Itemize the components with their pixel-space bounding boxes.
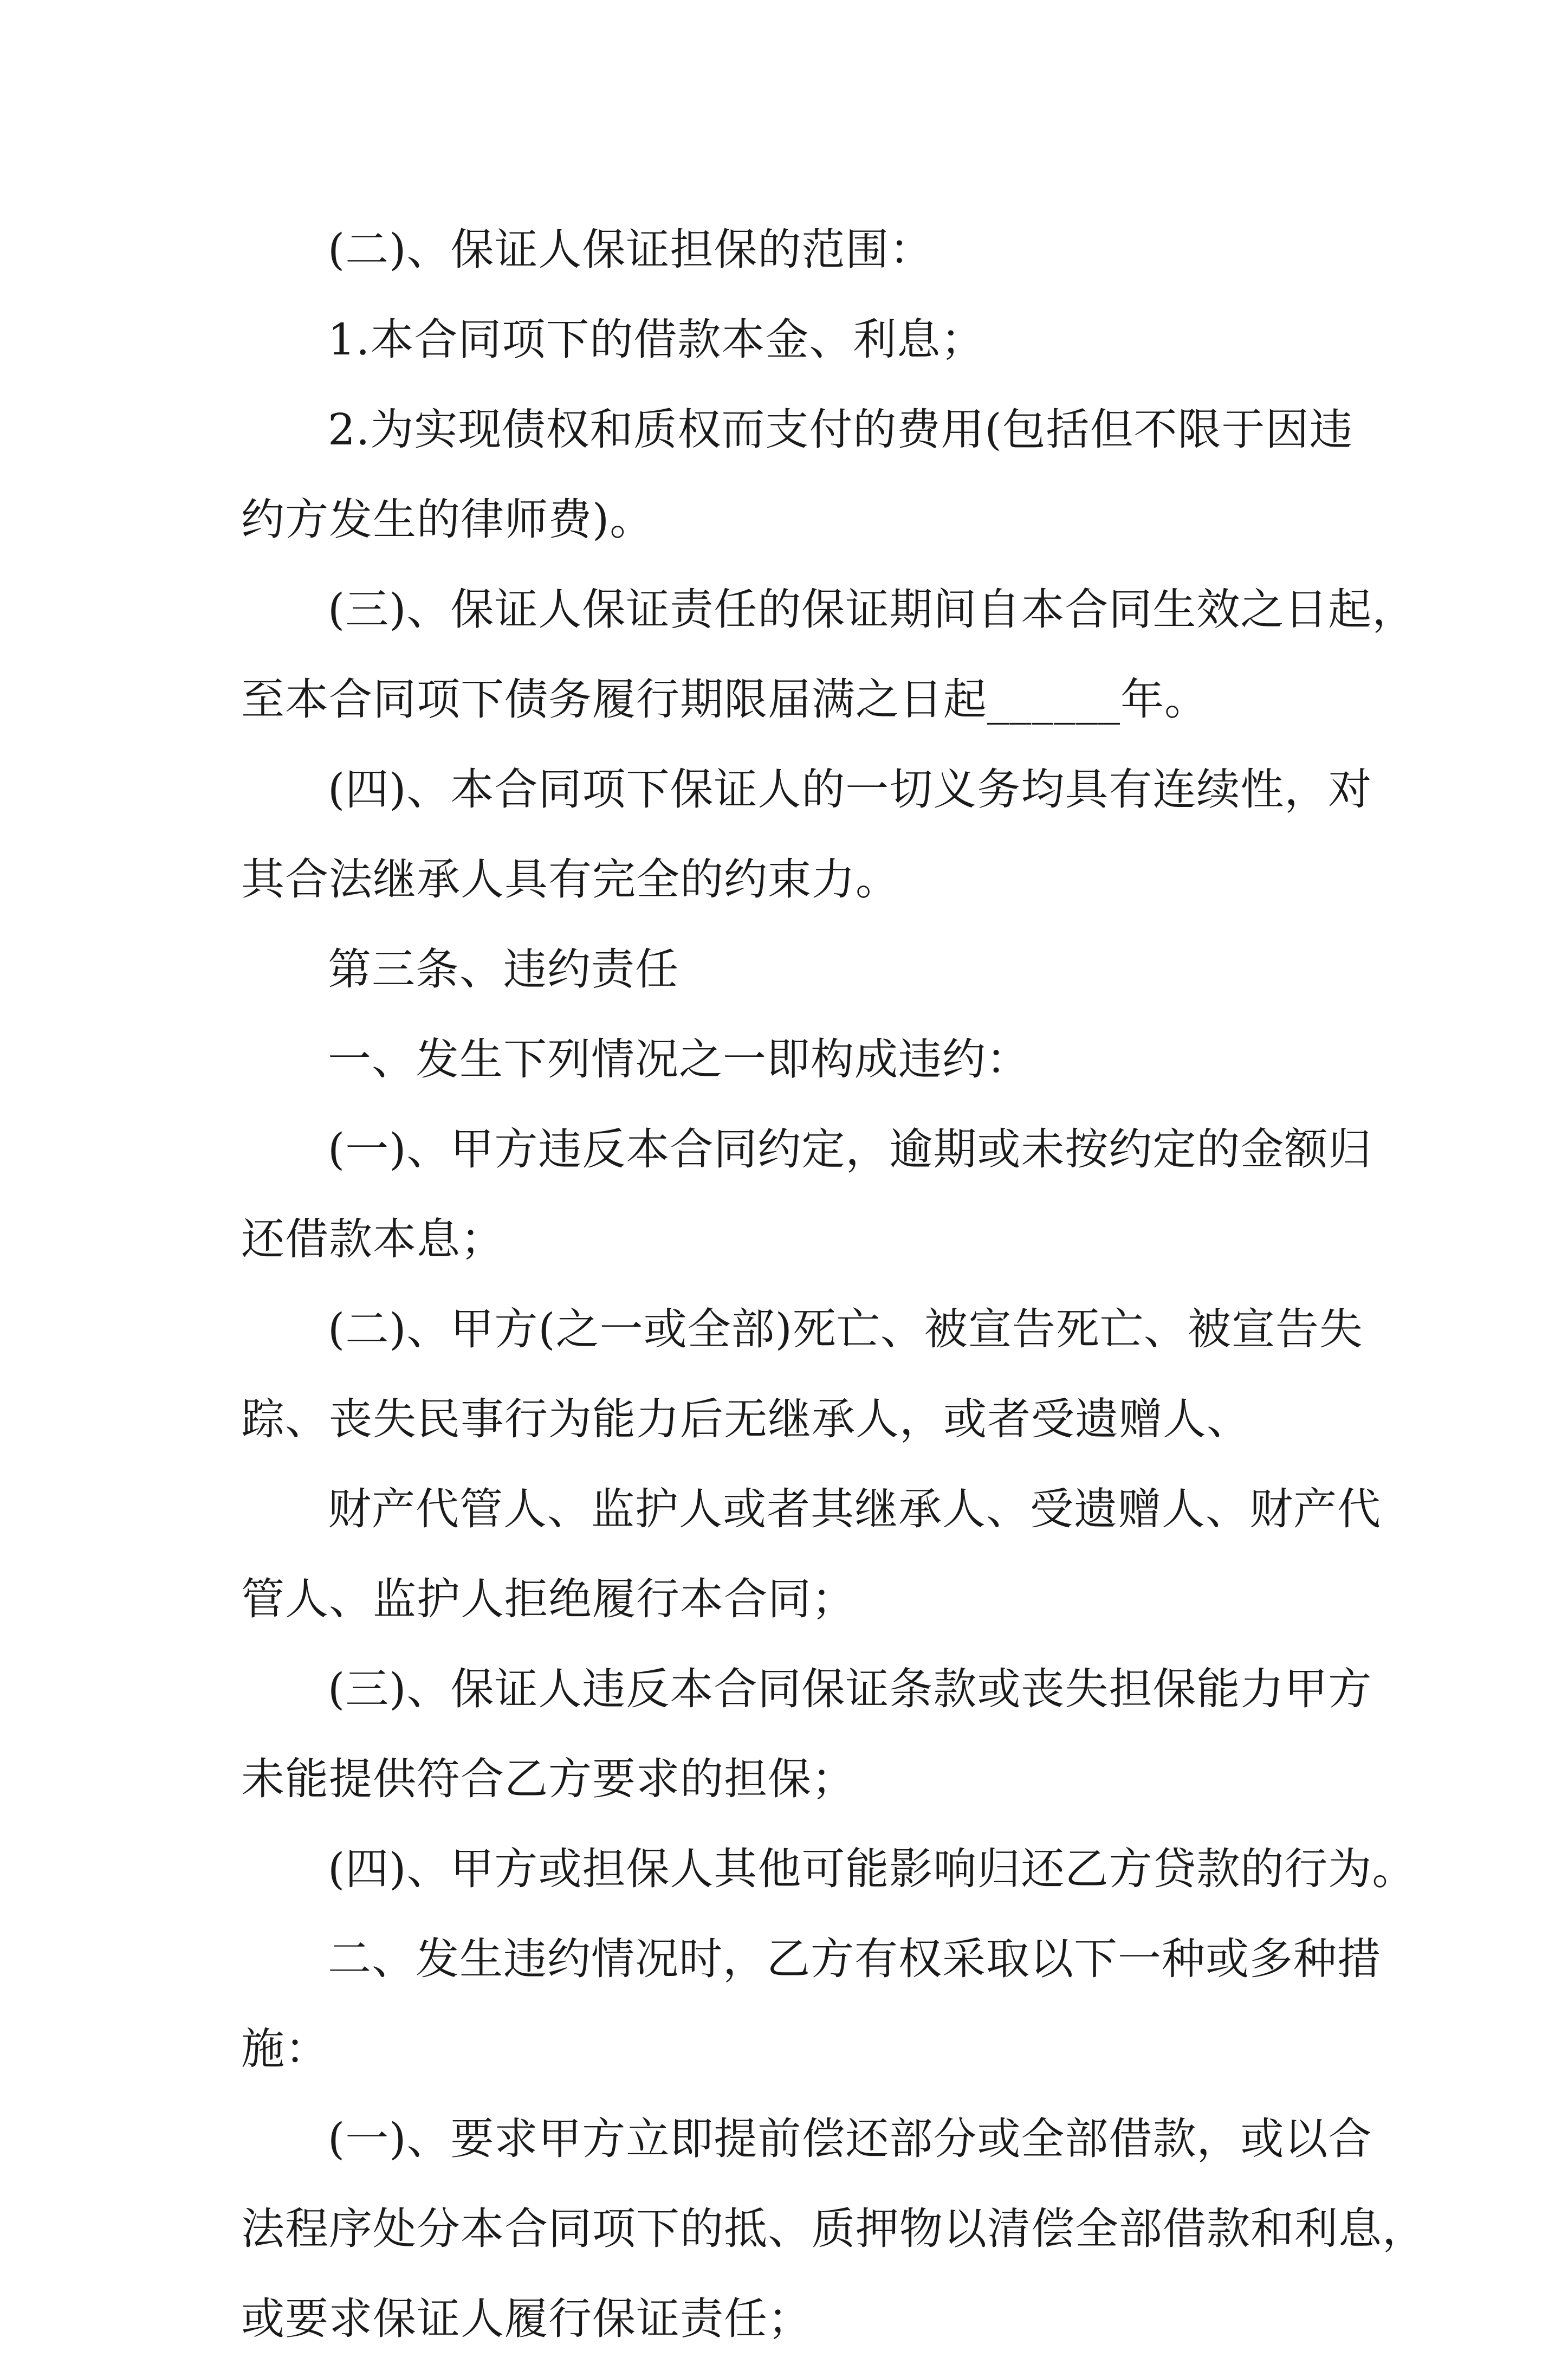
text-line: 至本合同项下债务履行期限届满之日起______年。: [241, 674, 1208, 725]
text-line: (三)、保证人保证责任的保证期间自本合同生效之日起，: [328, 584, 1416, 635]
text-line: 2.为实现债权和质权而支付的费用(包括但不限于因违: [328, 404, 1353, 455]
text-line: (二)、甲方(之一或全部)死亡、被宣告死亡、被宣告失: [328, 1304, 1363, 1354]
text-line: 1.本合同项下的借款本金、利息；: [328, 314, 985, 365]
text-line: (四)、本合同项下保证人的一切义务均具有连续性，对: [328, 764, 1372, 815]
document-body: [241, 205, 1426, 2364]
text-line: (一)、要求甲方立即提前偿还部分或全部借款，或以合: [328, 2114, 1372, 2164]
text-line: 一、发生下列情况之一即构成违约：: [328, 1034, 1030, 1084]
text-line: 其合法继承人具有完全的约束力。: [241, 854, 899, 905]
text-line: 施：: [241, 2024, 329, 2074]
text-line: 管人、监护人拒绝履行本合同；: [241, 1574, 856, 1624]
text-line: (三)、保证人违反本合同保证条款或丧失担保能力甲方: [328, 1664, 1372, 1714]
text-line: (四)、甲方或担保人其他可能影响归还乙方贷款的行为。: [328, 1844, 1416, 1894]
text-line: (二)、保证人保证担保的范围：: [328, 224, 934, 275]
text-line: 或要求保证人履行保证责任；: [241, 2294, 812, 2344]
text-line: (一)、甲方违反本合同约定，逾期或未按约定的金额归: [328, 1124, 1372, 1174]
text-line: 财产代管人、监护人或者其继承人、受遗赠人、财产代: [328, 1484, 1381, 1534]
text-line: 二、发生违约情况时，乙方有权采取以下一种或多种措: [328, 1934, 1381, 1984]
text-line: 踪、丧失民事行为能力后无继承人，或者受遗赠人、: [241, 1394, 1250, 1444]
text-line: 法程序处分本合同项下的抵、质押物以清偿全部借款和利息，: [241, 2204, 1426, 2254]
text-line: 约方发生的律师费)。: [241, 494, 654, 545]
text-line: 还借款本息；: [241, 1214, 504, 1264]
text-line: 未能提供符合乙方要求的担保；: [241, 1754, 856, 1804]
section-heading: 第三条、违约责任: [328, 944, 679, 994]
